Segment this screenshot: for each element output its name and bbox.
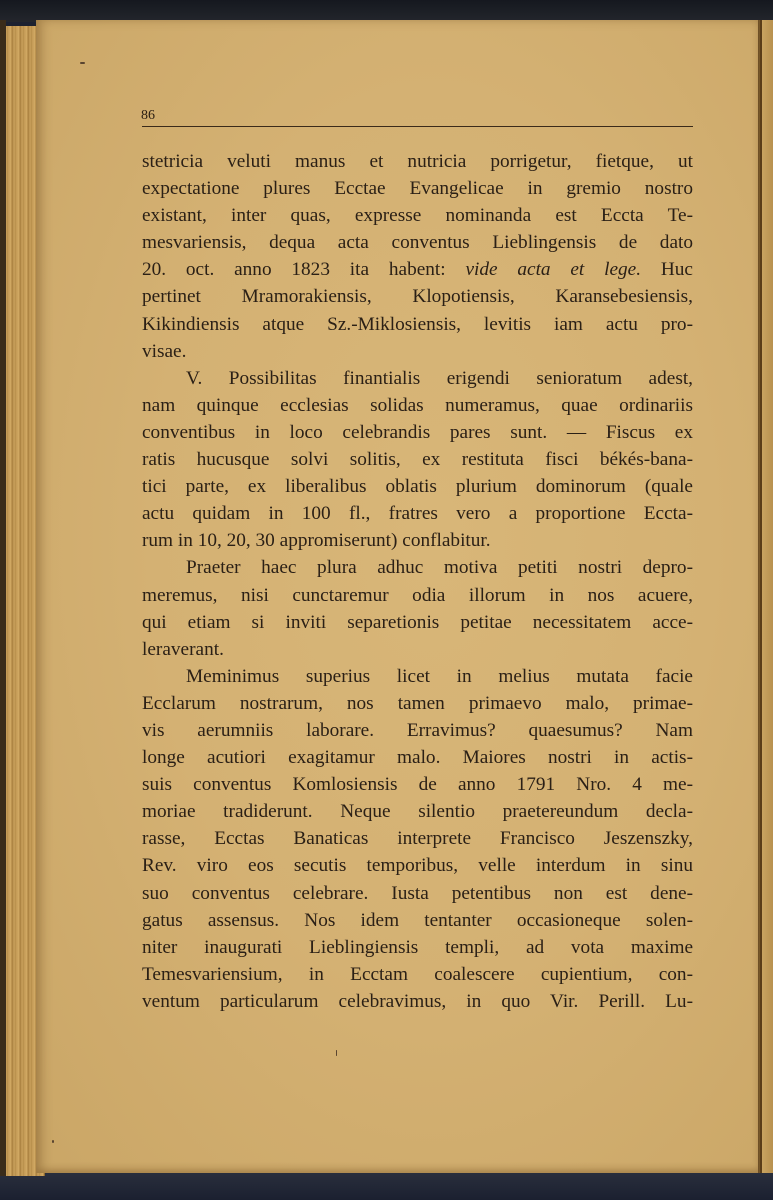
italic-reference: vide acta et lege. xyxy=(465,259,642,281)
text-line: conventibus in loco celebrandis pares sunt. — Fiscus ex xyxy=(142,421,693,443)
page-gutter-line xyxy=(760,20,762,1173)
text-line: rum in 10, 20, 30 appromiserunt) conflabitur. xyxy=(142,530,491,552)
text-line: Kikindiensis atque Sz.-Miklosiensis, levitis iam actu pro- xyxy=(142,313,693,335)
text-line: rasse, Ecctas Banaticas interprete Francisco Jeszenszky, xyxy=(142,828,693,850)
paper-speck xyxy=(80,62,85,64)
text-line: ratis hucusque solvi solitis, ex restituta fisci békés-bana- xyxy=(142,449,693,471)
text-line: moriae tradiderunt. Neque silentio praetereundum decla- xyxy=(142,801,693,823)
header-rule xyxy=(142,126,693,127)
page-number: 86 xyxy=(141,108,155,123)
text-run: 20. oct. anno 1823 ita habent: xyxy=(142,259,466,281)
text-line: suis conventus Komlosiensis de anno 1791 Nro. 4 me- xyxy=(142,774,693,796)
book-cover-edge xyxy=(0,20,6,1176)
text-line: stetricia veluti manus et nutricia porrigetur, fietque, ut xyxy=(142,151,693,172)
paragraph-start: Meminimus superius licet in melius mutata facie xyxy=(186,665,693,687)
paragraph-start: V. Possibilitas finantialis erigendi senioratum adest, xyxy=(186,367,693,389)
text-line: Ecclarum nostrarum, nos tamen primaevo malo, primae- xyxy=(142,692,693,714)
text-line: expectatione plures Ecctae Evangelicae in gremio nostro xyxy=(142,178,693,200)
text-line: Rev. viro eos secutis temporibus, velle interdum in sinu xyxy=(142,855,693,877)
text-line: ventum particularum celebravimus, in quo Vir. Perill. Lu- xyxy=(142,990,693,1012)
text-line: pertinet Mramorakiensis, Klopotiensis, Karansebesiensis, xyxy=(142,286,693,308)
text-line: qui etiam si inviti separetionis petitae necessitatem acce- xyxy=(142,611,693,633)
text-line xyxy=(142,256,693,283)
text-line: vis aerumniis laborare. Erravimus? quaesumus? Nam xyxy=(142,719,693,741)
text-line: Temesvariensium, in Ecctam coalescere cupientium, con- xyxy=(142,963,693,985)
text-line: nam quinque ecclesias solidas numeramus, quae ordinariis xyxy=(142,394,693,416)
text-line: tici parte, ex liberalibus oblatis plurium dominorum (quale xyxy=(142,476,693,498)
text-run: Huc xyxy=(641,259,693,281)
text-line: actu quidam in 100 fl., fratres vero a proportione Eccta- xyxy=(142,503,693,525)
text-line: longe acutiori exagitamur malo. Maiores nostri in actis- xyxy=(142,747,693,769)
text-line: meremus, nisi cunctaremur odia illorum in nos acuere, xyxy=(142,584,693,606)
text-line: niter inaugurati Lieblingiensis templi, ad vota maxime xyxy=(142,936,693,958)
scan-background-bottom xyxy=(0,1172,773,1200)
paper-speck xyxy=(336,1050,337,1056)
text-line: leraverant. xyxy=(142,638,224,660)
text-line: gatus assensus. Nos idem tentanter occasioneque solen- xyxy=(142,909,693,931)
text-line: visae. xyxy=(142,340,187,362)
text-line: suo conventus celebrare. Iusta petentibus non est dene- xyxy=(142,882,693,904)
scan-background-top xyxy=(0,0,773,22)
text-line: existant, inter quas, expresse nominanda est Eccta Te- xyxy=(142,205,693,227)
paragraph-start: Praeter haec plura adhuc motiva petiti nostri depro- xyxy=(186,557,693,579)
paper-speck xyxy=(52,1140,54,1143)
text-line: mesvariensis, dequa acta conventus Lieblingensis de dato xyxy=(142,232,693,254)
body-text xyxy=(142,148,693,1015)
